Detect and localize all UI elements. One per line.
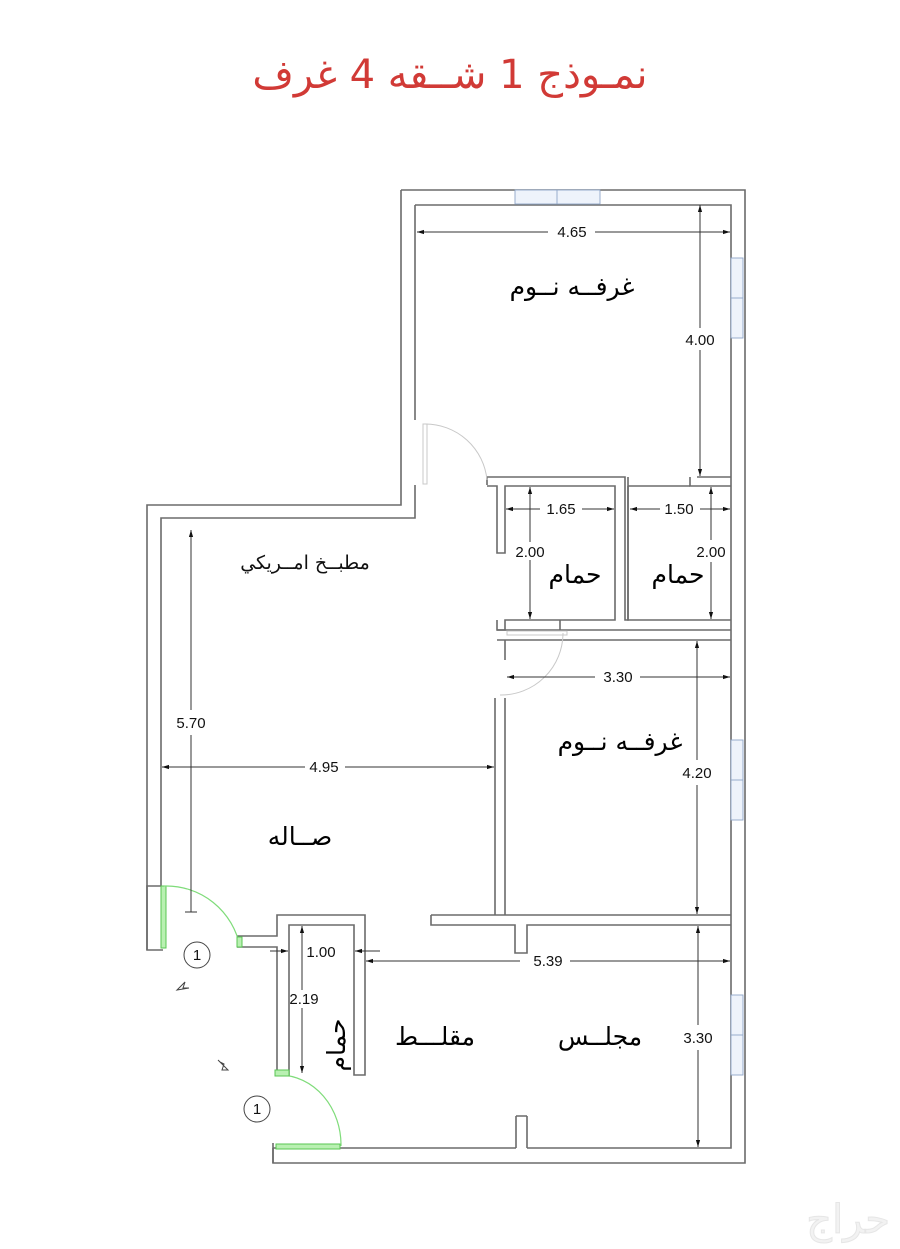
label-bedroom-top: غرفــه نــوم bbox=[509, 272, 635, 301]
door-bedroom-mid-leaf bbox=[507, 631, 567, 635]
entry-arrow-icon-2 bbox=[218, 1060, 228, 1070]
label-bath-small: حمام bbox=[322, 1018, 351, 1072]
windows bbox=[515, 190, 743, 1075]
label-kitchen: مطبــخ امــريكي bbox=[240, 552, 370, 574]
door-entry-leaf bbox=[161, 886, 166, 948]
dim-bedroom-top-width: 4.65 bbox=[557, 224, 587, 241]
bedroom-mid-walls bbox=[431, 620, 731, 953]
dimensions bbox=[162, 205, 730, 1147]
door-tag-1 bbox=[184, 942, 210, 968]
label-muqallat: مقلـــط bbox=[394, 1022, 476, 1051]
door-entry-swing bbox=[164, 886, 240, 947]
door-majlis-leaf bbox=[276, 1144, 340, 1149]
entry-arrow-icon bbox=[177, 982, 189, 990]
label-bedroom-mid: غرفــه نــوم bbox=[557, 727, 683, 756]
svg-text:1: 1 bbox=[192, 947, 202, 964]
label-bath-left: حمام bbox=[548, 560, 602, 589]
watermark-logo: حراج bbox=[806, 1197, 890, 1243]
door-majlis-swing bbox=[280, 1075, 341, 1146]
label-living: صــاله bbox=[267, 822, 333, 851]
door-tag-2 bbox=[244, 1096, 270, 1122]
doors bbox=[161, 424, 567, 1149]
dim-bedroom-top-height: 4.00 bbox=[685, 332, 715, 349]
dim-bath-left-height: 2.00 bbox=[515, 544, 545, 561]
dim-bath-left-width: 1.65 bbox=[546, 501, 576, 518]
dim-bedroom-mid-height: 4.20 bbox=[682, 765, 712, 782]
dim-bath-right-height: 2.00 bbox=[696, 544, 726, 561]
svg-text:1: 1 bbox=[252, 1101, 262, 1118]
plan-title: نمـوذج 1 شــقه 4 غرف bbox=[252, 52, 648, 98]
window-top bbox=[515, 190, 600, 204]
majlis-divider-stub bbox=[516, 1116, 527, 1148]
door-bedroom-top-swing bbox=[425, 424, 487, 480]
living-left-cap bbox=[147, 886, 161, 950]
dim-bath-small-width: 1.00 bbox=[306, 944, 336, 961]
label-majlis: مجلــس bbox=[557, 1022, 643, 1051]
dim-bedroom-mid-width: 3.30 bbox=[603, 669, 633, 686]
label-bath-right: حمام bbox=[651, 560, 705, 589]
door-bedroom-top-leaf bbox=[423, 424, 427, 484]
dim-majlis-height: 3.30 bbox=[683, 1030, 713, 1047]
bottom-wall bbox=[273, 1148, 516, 1163]
dim-bath-right-width: 1.50 bbox=[664, 501, 694, 518]
dim-living-height: 5.70 bbox=[176, 715, 206, 732]
dim-bath-small-height: 2.19 bbox=[289, 991, 319, 1008]
dim-majlis-width: 5.39 bbox=[533, 953, 563, 970]
dim-living-width: 4.95 bbox=[309, 759, 339, 776]
door-bedroom-mid-swing bbox=[500, 633, 563, 695]
